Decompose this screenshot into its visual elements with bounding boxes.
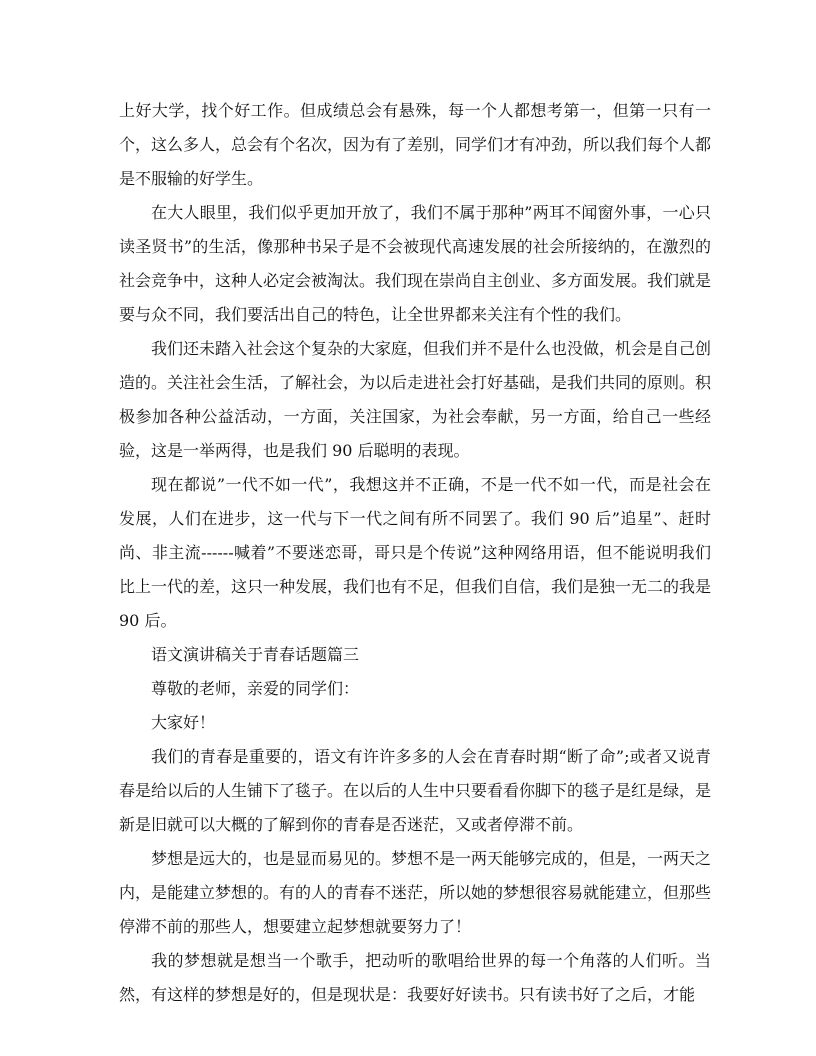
paragraph-1: 上好大学，找个好工作。但成绩总会有悬殊，每一个人都想考第一，但第一只有一个，这么多人，总会有个名次，因为有了差别，同学们才有冲劲，所以我们每个人都是不服输的好学生。 xyxy=(119,101,712,188)
paragraph-6: 梦想是远大的，也是显而易见的。梦想不是一两天能够完成的，但是，一两天之内，是能建立梦想的。有的人的青春不迷茫，所以她的梦想很容易就能建立，但那些停滞不前的那些人，想要建立起梦想就要努力了！ xyxy=(119,849,712,936)
paragraph-3: 我们还未踏入社会这个复杂的大家庭，但我们并不是什么也没做，机会是自己创造的。关注社会生活，了解社会，为以后走进社会打好基础，是我们共同的原则。积极参加各种公益活动，一方面，关注国家，为社会奉献，另一方面，给自己一些经验，这是一举两得，也是我们 90 后聪明的表现。 xyxy=(119,339,712,460)
paragraph-7: 我的梦想就是想当一个歌手，把动听的歌唱给世界的每一个角落的人们听。当然，有这样的梦想是好的，但是现状是：我要好好读书。只有读书好了之后，才能 xyxy=(119,951,711,1004)
paragraph-4: 现在都说”一代不如一代”，我想这并不正确，不是一代不如一代，而是社会在发展，人们在进步，这一代与下一代之间有所不同罢了。我们 90 后”追星”、赶时尚、非主流------喊着”不要迷恋哥，哥只是个传说”这种网络用语，但不能说明我们比上一代的差，这只一种发展，我们也有不足，但我们自信，我们是独一无二的我是 90 后。 xyxy=(119,475,712,630)
salutation: 尊敬的老师，亲爱的同学们： xyxy=(151,679,360,698)
paragraph-2: 在大人眼里，我们似乎更加开放了，我们不属于那种”两耳不闻窗外事，一心只读圣贤书”的生活，像那种书呆子是不会被现代高速发展的社会所接纳的，在激烈的社会竞争中，这种人必定会被淘汰。我们现在崇尚自主创业、多方面发展。我们就是要与众不同，我们要活出自己的特色，让全世界都来关注有个性的我们。 xyxy=(119,203,712,324)
greeting: 大家好！ xyxy=(151,713,216,732)
paragraph-5: 我们的青春是重要的，语文有许许多多的人会在青春时期“断了命”;或者又说青春是给以后的人生铺下了毯子。在以后的人生中只要看看你脚下的毯子是红是绿，是新是旧就可以大概的了解到你的青春是否迷茫，又或者停滞不前。 xyxy=(119,747,712,834)
document-page xyxy=(119,94,711,1012)
section-heading: 语文演讲稿关于青春话题篇三 xyxy=(151,645,360,664)
